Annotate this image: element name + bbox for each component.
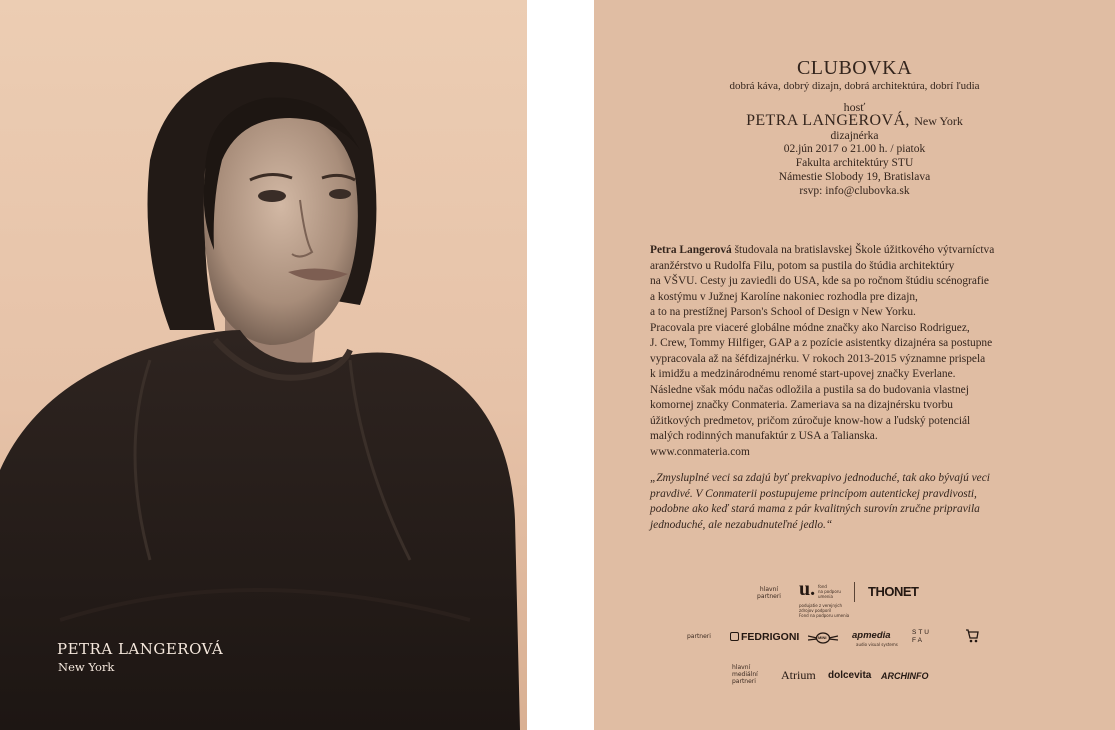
caption-city: New York	[58, 660, 115, 674]
bio-line: vypracovala až na šéfdizajnérku. V rokoch 2013-2015 významne prispela	[650, 352, 986, 365]
bio-line: malých rodinných manufaktúr z USA a Talianska.	[650, 430, 878, 442]
quote-line: podobne ako keď stará mama z pár kvalitných surovín zručne pripravila	[650, 503, 980, 515]
partners-label: partneri	[687, 633, 711, 640]
quote-line: jednoduché, ale nezabudnuteľné jedlo.“	[650, 518, 833, 531]
quote-line: pravdivé. V Conmaterii postupujeme princípom autentickej pravdivosti,	[650, 487, 977, 500]
fedrigoni-logo: FEDRIGONI	[730, 631, 799, 643]
bio-line: k imidžu a medzinárodnému renomé start-upovej značky Everlane.	[650, 368, 956, 380]
event-address: Námestie Slobody 19, Bratislava	[778, 171, 931, 183]
guest-label: hosť	[843, 100, 866, 114]
apmedia-sub: audio visual systems	[856, 642, 898, 647]
guest-city: New York	[914, 114, 963, 128]
bio-line: J. Crew, Tommy Hilfiger, GAP a z pozície asistentky dizajnéra sa postupne	[650, 337, 993, 349]
dolcevita-logo: dolcevita	[828, 670, 872, 681]
event-venue: Fakulta architektúry STU	[795, 157, 914, 169]
u-logo: u.	[799, 578, 816, 600]
atrium-logo: Atrium	[781, 668, 816, 682]
caption-name: PETRA LANGEROVÁ	[57, 640, 224, 658]
guest-name-text: PETRA LANGEROVÁ,	[746, 112, 910, 129]
fedrigoni-emblem-icon	[730, 632, 739, 641]
bio-name: Petra Langerová	[650, 244, 732, 256]
event-subtitle: dobrá káva, dobrý dizajn, dobrá architektúra, dobrí ľudia	[729, 80, 980, 92]
bio-line: na VŠVU. Cesty ju zaviedli do USA, kde sa po ročnom štúdiu scénografie	[650, 275, 989, 287]
thonet-logo: THONET	[868, 584, 919, 599]
mini-logo: MINI	[808, 632, 838, 644]
bio-line: Pracovala pre viaceré globálne módne značky ako Narciso Rodriguez,	[650, 321, 970, 334]
u-small-print: podujatie z verejných zdrojov podporil Fond na podporu umenia	[799, 603, 850, 618]
bio-line: Petra Langerová študovala na bratislavskej Škole úžitkového výtvarníctva	[650, 244, 995, 256]
stufa-logo: STU FA	[912, 629, 931, 644]
event-date: 02.jún 2017 o 21.00 h. / piatok	[783, 143, 926, 155]
main-partners-label: hlavní partneri	[757, 586, 781, 600]
partner-divider	[854, 582, 855, 602]
bio-line: komornej značky Conmateria. Zameriava sa na dizajnérsku tvorbu	[650, 399, 954, 411]
u-logo-text: fond na podporu umenia	[818, 584, 841, 599]
portrait-photo	[0, 0, 527, 730]
bio-line: a kostýmu v Južnej Karolíne nakoniec rozhodla pre dizajn,	[650, 290, 918, 303]
right-page	[594, 0, 1115, 730]
event-title: CLUBOVKA	[796, 57, 913, 79]
cart-icon	[965, 628, 979, 644]
bio-line: úžitkových predmetov, pričom zúročuje know-how a ľudský potenciál	[650, 414, 971, 427]
partners-section	[594, 0, 1115, 730]
event-rsvp: rsvp: info@clubovka.sk	[799, 185, 910, 197]
archinfo-logo: ARCHINFO	[881, 671, 929, 681]
website-link[interactable]: www.conmateria.com	[650, 445, 750, 458]
apmedia-logo: apmedia	[852, 630, 891, 641]
bio-line: Následne však módu načas odložila a pustila sa do budovania vlastnej	[650, 383, 969, 396]
left-page	[0, 0, 527, 730]
quote-line: „Zmysluplné veci sa zdajú byť prekvapivo jednoduché, tak ako bývajú veci	[650, 472, 990, 484]
bio-line: a to na prestížnej Parson's School of Design v New Yorku.	[650, 306, 916, 318]
media-partners-label: hlavní mediální partneri	[732, 664, 758, 685]
bio-line: aranžérstvo u Rudolfa Filu, potom sa pustila do štúdia architektúry	[650, 259, 955, 272]
guest-role: dizajnérka	[830, 130, 879, 142]
